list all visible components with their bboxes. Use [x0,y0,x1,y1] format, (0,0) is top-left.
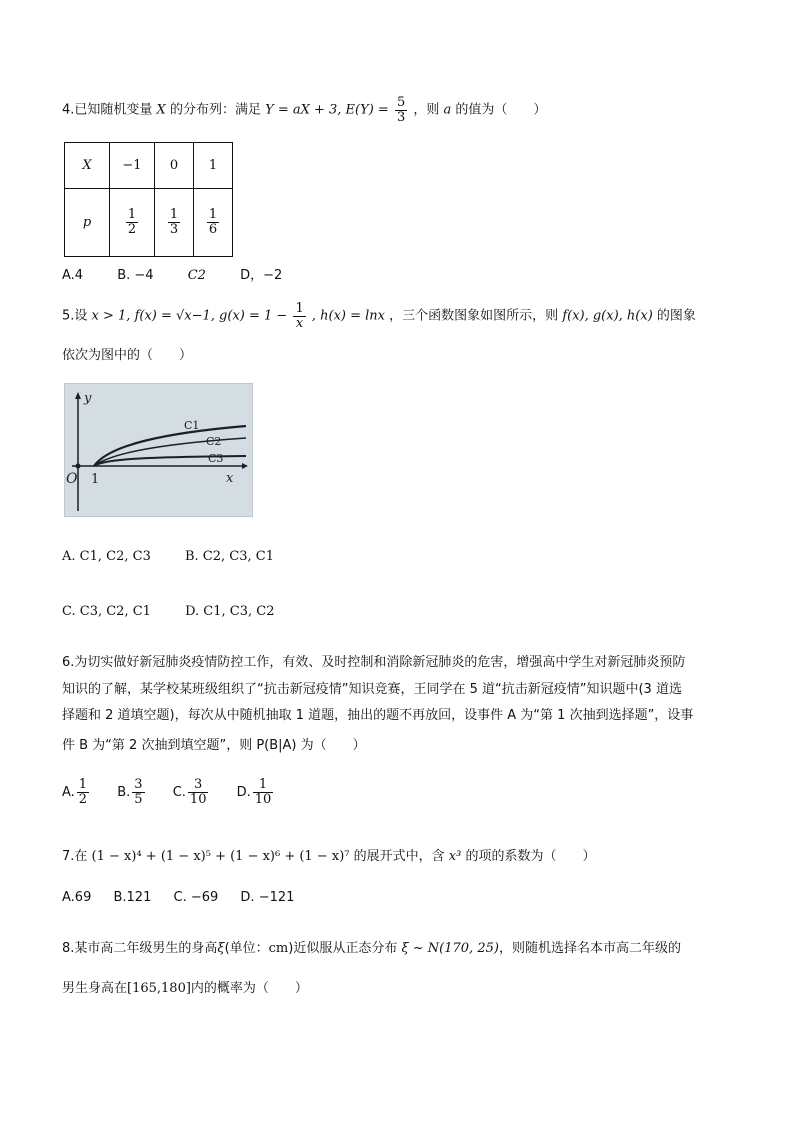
q8-distribution: ξ ~ N(170, 25) [401,941,499,956]
q4-distribution-table [64,142,233,257]
q5-option-b: B. C2, C3, C1 [184,549,274,564]
q7-x3: x³ [448,849,462,864]
q5-text-a: 5.设 [62,308,88,324]
q5-graph-svg [64,383,253,517]
q8-xi: ξ [217,941,225,956]
q7-option-a: A.69 [62,890,92,905]
q6-option-d: D. $\frac{1}{10}$ [236,777,272,807]
table-row [65,189,233,257]
q7-expression: (1 − x)⁴ + (1 − x)⁵ + (1 − x)⁶ + (1 − x)⁷ [91,849,350,864]
table-cell: X [65,143,110,189]
q5-option-a: A. C1, C2, C3 [62,549,151,564]
q6-option-a: A. $\frac{1}{2}$ [62,777,88,807]
q5-text-b: ，三个函数图象如图所示，则 [389,308,559,324]
q6-option-b: B. $\frac{3}{5}$ [117,777,143,807]
q5-stem [62,302,696,330]
q5-options-row1 [62,549,304,564]
q5-fraction: $\frac{1}{x}$ [295,301,304,331]
q7-option-b: B.121 [113,890,152,905]
table-cell: 1 [194,143,233,189]
table-cell: $\frac{1}{6}$ [194,189,233,257]
curve-label-c2: C2 [206,435,222,448]
q7-stem [62,845,595,864]
q8-line1: 8.某市高二年级男生的身高ξ(单位：cm)近似服从正态分布 ξ ~ N(170, 25)，则随机选择名本市高二年级的 [62,941,681,956]
curve-label-c1: C1 [184,419,200,432]
q4-option-d: D，−2 [240,268,283,283]
q5-options-row2 [62,604,305,619]
q6-line3: 择题和 2 道填空题)，每次从中随机抽取 1 道题，抽出的题不再放回，设事件 A 为“第 1 次抽到选择题”，设事 [62,708,694,723]
q5-text-c: 的图象 [656,308,696,324]
q4-text-d: 的值为（ ） [455,102,547,118]
q6-option-c: C. $\frac{3}{10}$ [172,777,207,807]
q7-text-a: 7.在 [62,849,88,864]
q5-graph-image [64,383,253,517]
q4-text-b: 的分布列：满足 [169,102,261,118]
y-axis-label: y [84,391,92,406]
table-cell: 0 [155,143,194,189]
table-cell: p [65,189,110,257]
q7-option-d: D. −121 [240,890,295,905]
table-cell: $\frac{1}{2}$ [110,189,155,257]
q5-formula: x > 1, f(x) = √x−1, g(x) = 1 − [91,308,288,324]
q6-line4: 件 B 为“第 2 次抽到填空题”，则 P(B|A) 为（ ） [62,738,366,753]
q4-stem [62,96,546,124]
q4-fraction: $\frac{5}{3}$ [396,95,406,125]
q8-unit: cm [268,941,289,956]
curve-label-c3: C3 [208,452,224,465]
q4-condition: Y = aX + 3, E(Y) = [265,102,389,118]
q4-options [62,264,312,283]
table-cell: −1 [110,143,155,189]
origin-dot [76,464,81,469]
q4-var-a: a [443,102,452,118]
q7-option-c: C. −69 [173,890,219,905]
q5-functions: f(x), g(x), h(x) [562,308,653,324]
q4-text-c: ，则 [413,102,440,118]
q6-line2: 知识的了解，某学校某班级组织了“抗击新冠疫情”知识竞赛，王同学在 5 道“抗击新冠疫情”知识题中(3 道选 [62,682,682,697]
q5-option-c: C. C3, C2, C1 [62,604,151,619]
x-axis-label: x [226,471,234,486]
q7-text-b: 的展开式中，含 [353,849,445,864]
q4-option-c: C2 [187,268,206,283]
q5-option-d: D. C1, C3, C2 [185,604,275,619]
q5-formula-b: , h(x) = lnx [311,308,386,324]
graph-background [64,383,253,517]
q4-var-x: X [156,102,166,118]
q8-interval: [165,180] [127,981,191,996]
q4-option-b: B. −4 [117,268,154,283]
q4-text-a: 4.已知随机变量 [62,102,153,118]
q4-option-a: A.4 [62,268,84,283]
q6-line1: 6.为切实做好新冠肺炎疫情防控工作，有效、及时控制和消除新冠肺炎的危害，增强高中学生对新冠肺炎预防 [62,655,686,670]
table-row [65,143,233,189]
q7-text-c: 的项的系数为（ ） [465,849,596,864]
q5-line2: 依次为图中的（ ） [62,348,193,363]
origin-label: O [66,471,78,487]
q6-options [62,778,275,806]
q8-line2: 男生身高在[165,180]内的概率为（ ） [62,981,308,996]
table-cell: $\frac{1}{3}$ [155,189,194,257]
q7-options [62,890,324,905]
one-label: 1 [91,472,100,487]
